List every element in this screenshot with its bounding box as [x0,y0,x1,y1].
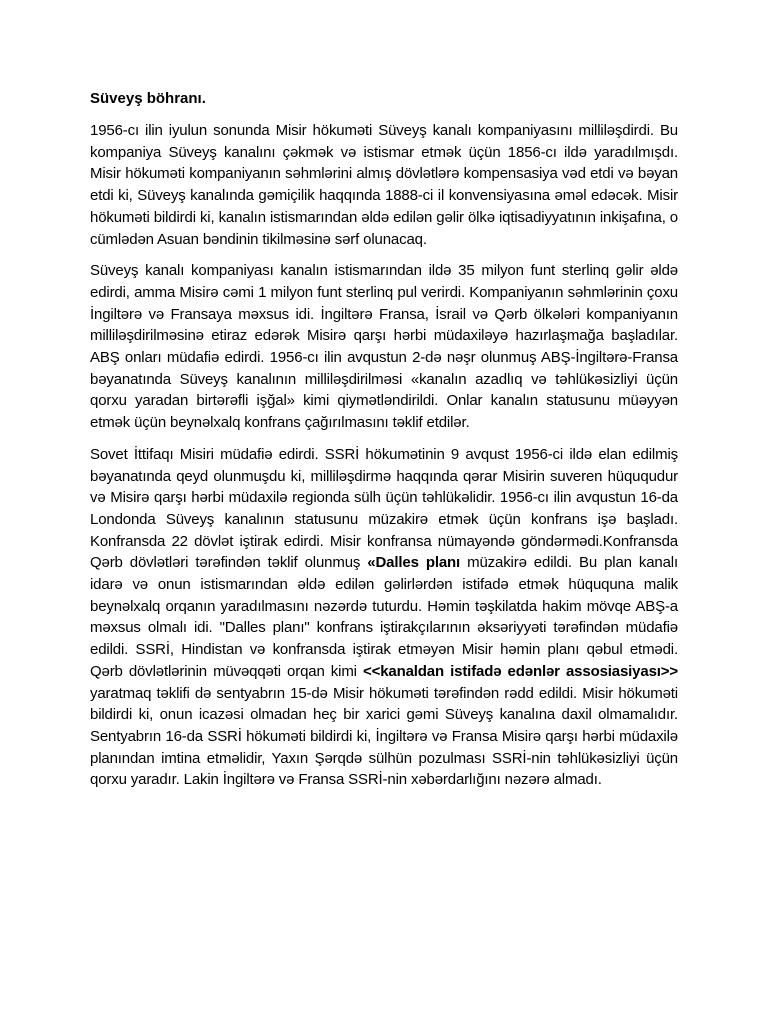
paragraph-2: Süveyş kanalı kompaniyası kanalın istismarından ildə 35 milyon funt sterlinq gəlir əldə edirdi, amma Misirə cəmi 1 milyon funt sterlinq pul verirdi. Kompaniyanın səhmlərinin çoxu İngiltərə və Fransaya məxsus idi. İngiltərə Fransa, İsrail və Qərb ölkələri kompaniyanın milliləşdirilməsinə etiraz edərək Misirə qarşı hərbi müdaxiləyə hazırlaşmağa başladılar. ABŞ onları müdafiə edirdi. 1956-cı ilin avqustun 2-də nəşr olunmuş ABŞ-İngiltərə-Fransa bəyanatında Süveyş kanalının milliləşdirilməsi «kanalın azadlıq və təhlükəsizliyi üçün qorxu yaradan birtərəfli işğal» kimi qiymətləndirildi. Onlar kanalın statusunu müəyyən etmək üçün beynəlxalq konfrans çağırılmasını təklif etdilər. [90,262,678,432]
document-title: Süveyş böhranı. [90,90,206,107]
paragraph-1: 1956-cı ilin iyulun sonunda Misir hökuməti Süveyş kanalı kompaniyasını milliləşdirdi. Bu kompaniya Süveyş kanalını çəkmək və istismar etmək üçün 1856-cı ildə yaradılmışdı. Misir hökuməti kompaniyanın səhmlərini almış dövlətlərə kompensasiya vəd etdi və bəyan etdi ki, Süveyş kanalında gəmiçilik haqqında 1888-ci il konvensiyasına əməl edəcək. Misir hökuməti bildirdi ki, kanalın istismarından əldə edilən gəlir ölkə iqtisadiyyatının inkişafına, o cümlədən Asuan bəndinin tikilməsinə sərf olunacaq. [90,122,678,248]
dalles-plan-term: «Dalles planı [367,554,461,572]
paragraph-3-text-1: Sovet İttifaqı Misiri müdafiə edirdi. SSRİ hökumətinin 9 avqust 1956-ci ildə elan edilmiş bəyanatında qeyd olunmuşdu ki, milliləşdirmə haqqında qərar Misirin suveren hüququdur və Misirə qarşı hərbi müdaxilə regionda sülh üçün təhlükəlidir. 1956-cı ilin avqustun 16-da Londonda Süveyş kanalının statusunu müzakirə etmək üçün konfrans işə başladı. Konfransda 22 dövlət iştirak edirdi. Misir konfransa nümayəndə göndərmədi.Konfransda Qərb dövlətləri tərəfindən təklif olunmuş [90,445,678,572]
paragraph-3-text-2: müzakirə edildi. Bu plan kanalı idarə və onun istismarından əldə edilən gəlirlərdən istifadə etmək hüququna malik beynəlxalq orqanın yaradılmasını nəzərdə tuturdu. Həmin təşkilatda hakim mövqe ABŞ-a məxsus olmalı idi. "Dalles planı" konfrans iştirakçılarının əksəriyyəti tərəfindən müdafiə edildi. SSRİ, Hindistan və konfransda iştirak etməyən Misir həmin planı qəbul etmədi. Qərb dövlətlərinin müvəqqəti orqan kimi [90,554,679,680]
users-association-term: <<kanaldan istifadə edənlər assosiasiyası>> [362,662,679,680]
paragraph-3-text-3: yaratmaq təklifi də sentyabrın 15-də Misir hökuməti tərəfindən rədd edildi. Misir hökuməti bildirdi ki, onun icazəsi olmadan heç bir xarici gəmi Süveyş kanalına daxil olmamalıdır. Sentyabrın 16-da SSRİ hökuməti bildirdi ki, İngiltərə və Fransa Misirə qarşı hərbi müdaxilə planından imtina etməlidir, Yaxın Şərqdə sülhün pozulması SSRİ-nin təhlükəsizliyi üçün qorxu yaradır. Lakin İngiltərə və Fransa SSRİ-nin xəbərdarlığını nəzərə almadı. [90,684,678,789]
document-page [90,88,678,801]
paragraph-3 [90,444,678,791]
